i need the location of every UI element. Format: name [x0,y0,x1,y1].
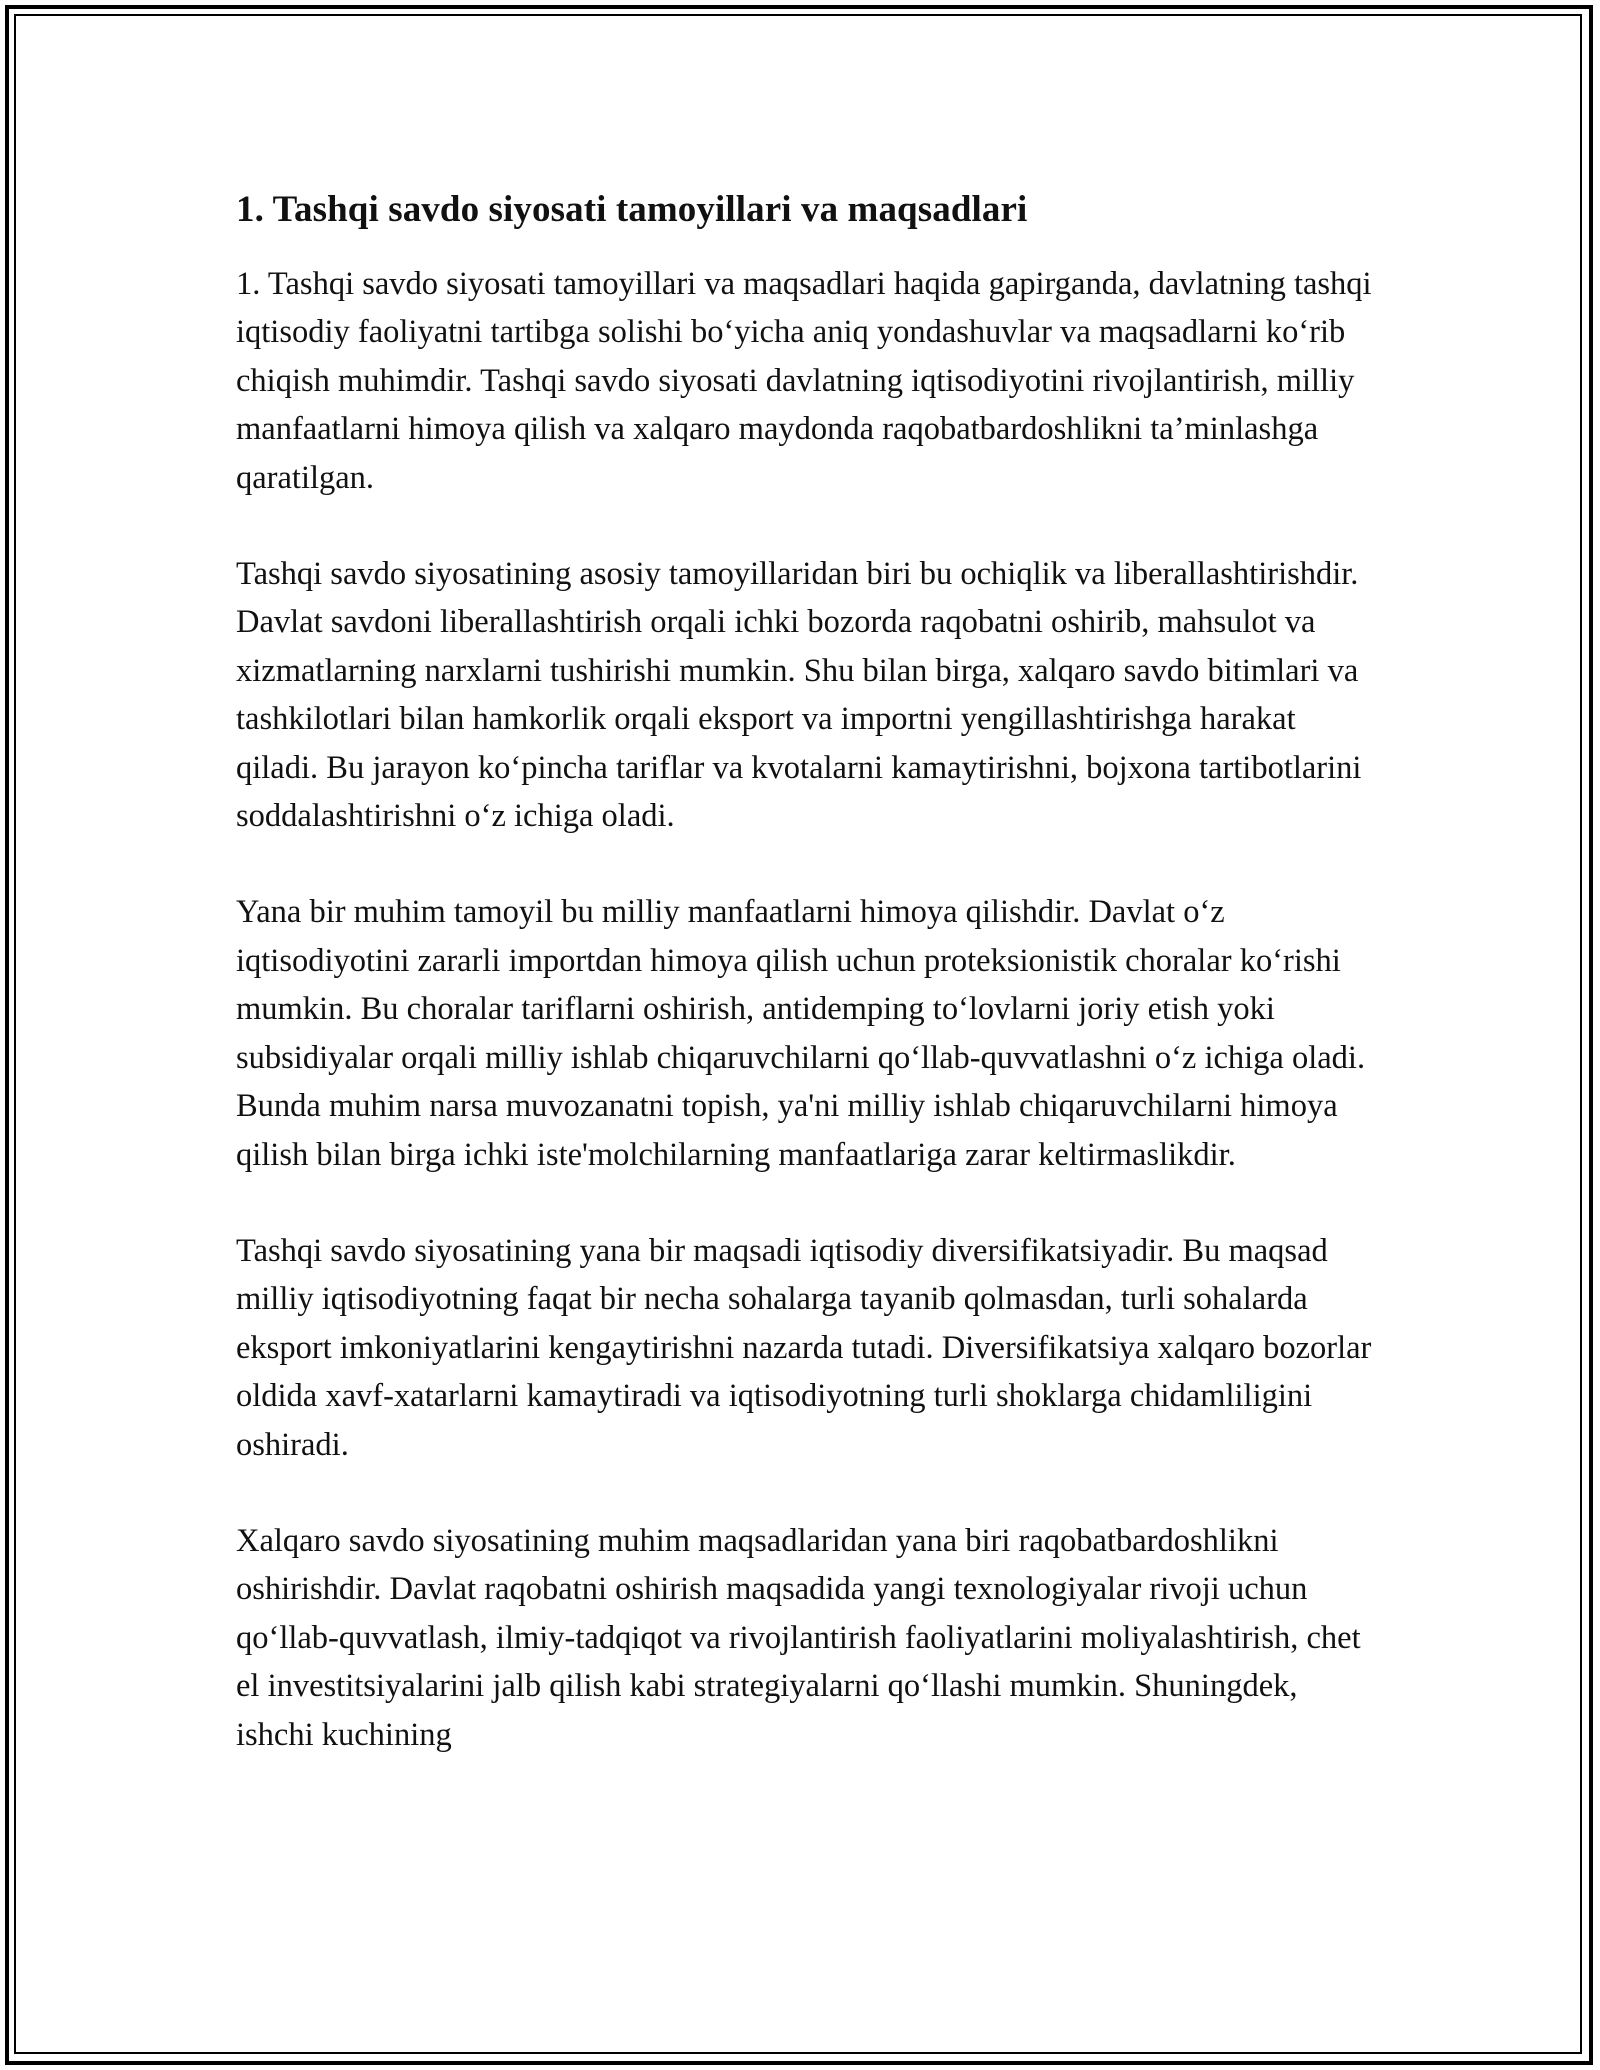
paragraph-1: 1. Tashqi savdo siyosati tamoyillari va maqsadlari haqida gapirganda, davlatning tashqi iqtisodiy faoliyatni tartibga solishi bo‘yicha aniq yondashuvlar va maqsadlarni ko‘rib chiqish muhimdir. Tashqi savdo siyosati davlatning iqtisodiyotini rivojlantirish, milliy manfaatlarni himoya qilish va xalqaro maydonda raqobatbardoshlikni ta’minlashga qaratilgan. [236,266,1372,496]
paragraph-3: Yana bir muhim tamoyil bu milliy manfaatlarni himoya qilishdir. Davlat o‘z iqtisodiyotini zararli importdan himoya qilish uchun proteksionistik choralar ko‘rishi mumkin. Bu choralar tariflarni oshirish, antidemping to‘lovlarni joriy etish yoki subsidiyalar orqali milliy ishlab chiqaruvchilarni qo‘llab-quvvatlashni o‘z ichiga oladi. Bunda muhim narsa muvozanatni topish, ya'ni milliy ishlab chiqaruvchilarni himoya qilish bilan birga ichki iste'molchilarning manfaatlariga zarar keltirmaslikdir. [236,894,1366,1173]
paragraph-5: Xalqaro savdo siyosatining muhim maqsadlaridan yana biri raqobatbardoshlikni oshirishdir. Davlat raqobatni oshirish maqsadida yangi texnologiyalar rivoji uchun qo‘llab-quvvatlash, ilmiy-tadqiqot va rivojlantirish faoliyatlarini moliyalashtirish, chet el investitsiyalarini jalb qilish kabi strategiyalarni qo‘llashi mumkin. Shuningdek, ishchi kuchining [236,1522,1361,1753]
paragraph-4: Tashqi savdo siyosatining yana bir maqsadi iqtisodiy diversifikatsiyadir. Bu maqsad milliy iqtisodiyotning faqat bir necha sohalarga tayanib qolmasdan, turli sohalarda eksport imkoniyatlarini kengaytirishni nazarda tutadi. Diversifikatsiya xalqaro bozorlar oldida xavf-xatarlarni kamaytiradi va iqtisodiyotning turli shoklarga chidamliligini oshiradi. [236,1232,1372,1463]
section-heading: 1. Tashqi savdo siyosati tamoyillari va maqsadlari [236,189,1028,230]
document-body [236,186,1376,1807]
paragraph-2: Tashqi savdo siyosatining asosiy tamoyillaridan biri bu ochiqlik va liberallashtirishdir. Davlat savdoni liberallashtirish orqali ichki bozorda raqobatni oshirib, mahsulot va xizmatlarning narxlarni tushirishi mumkin. Shu bilan birga, xalqaro savdo bitimlari va tashkilotlari bilan hamkorlik orqali eksport va importni yengillashtirishga harakat qiladi. Bu jarayon ko‘pincha tariflar va kvotalarni kamaytirishni, bojxona tartibotlarini soddalashtirishni o‘z ichiga oladi. [236,556,1362,835]
